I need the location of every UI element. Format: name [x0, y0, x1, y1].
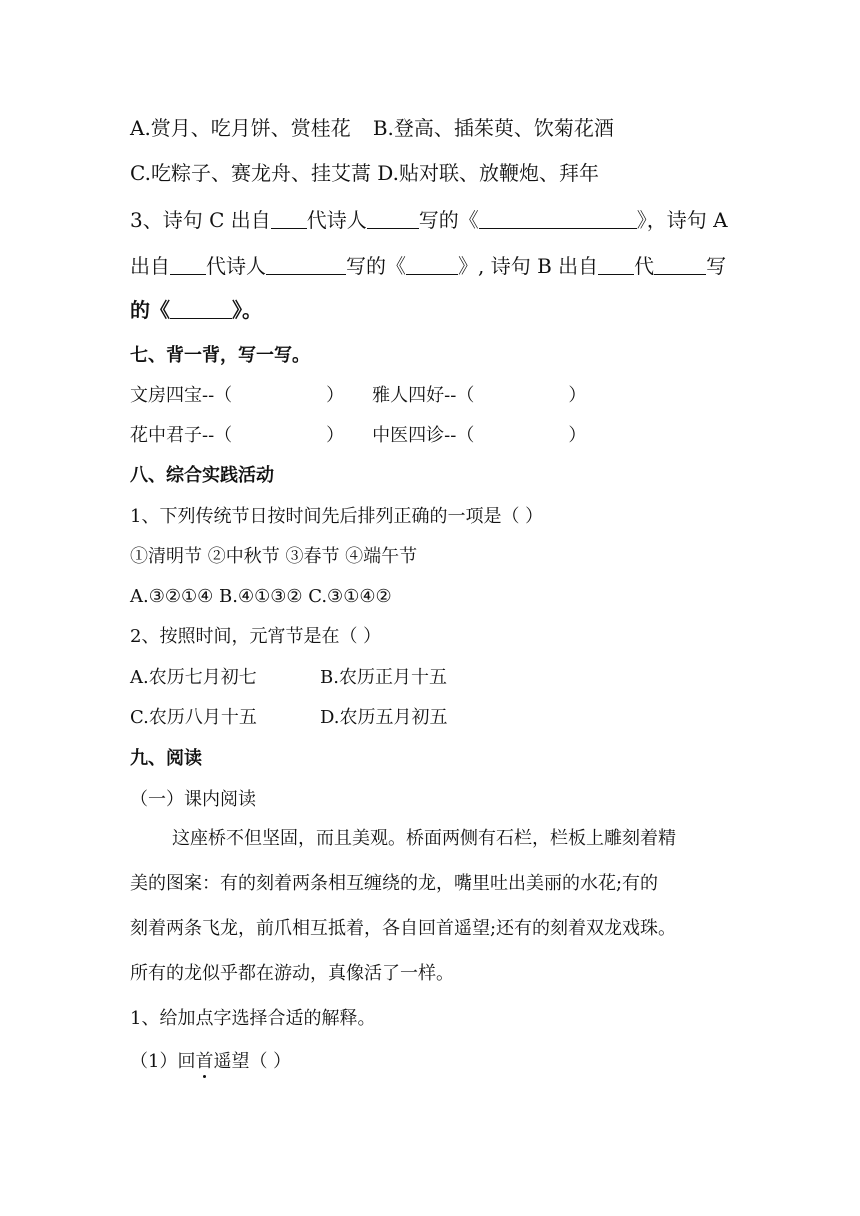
blank-dynasty-b[interactable]: [598, 255, 634, 275]
q3-text-2: 代诗人: [306, 208, 367, 232]
item-zhongyi: 中医四诊--（: [372, 425, 475, 446]
q3-text-6: 代诗人: [206, 254, 266, 278]
section-9-q1: 1、给加点字选择合适的解释。: [130, 1008, 376, 1029]
close-paren: ）: [568, 385, 587, 406]
blank-poet-a[interactable]: [266, 255, 346, 275]
option-a: A.赏月、吃月饼、赏桂花: [130, 116, 351, 140]
close-paren: ）: [326, 385, 345, 406]
section-8-q2-row-2: [130, 709, 448, 727]
q3-line-3: [130, 299, 262, 320]
options-line-2: [130, 163, 599, 183]
item-yaren: 雅人四好--（: [372, 385, 475, 406]
item-huazhong: 花中君子--（: [130, 425, 233, 446]
blank-dynasty-c[interactable]: [271, 209, 307, 229]
blank-title-a[interactable]: [406, 255, 458, 275]
reading-paragraph-line-2: 美的图案：有的刻着两条相互缠绕的龙，嘴里吐出美丽的水花;有的: [130, 873, 659, 894]
q3-line-1: [130, 209, 728, 230]
section-7-title: 七、背一背，写一写。: [130, 345, 310, 366]
q3-text-3: 写的《: [418, 208, 479, 232]
section-7-row-2: [130, 427, 586, 445]
reading-paragraph-line-4: 所有的龙似乎都在游动，真像活了一样。: [130, 963, 454, 984]
q3-text-11: 的《: [130, 298, 170, 322]
option-a: A.农历七月初七: [130, 667, 257, 688]
section-9-title: 九、阅读: [130, 748, 202, 769]
q3-text-7: 写的《: [346, 254, 406, 278]
section-8-title: 八、综合实践活动: [130, 465, 274, 486]
q3-text-10: 写: [706, 254, 727, 278]
option-d: D.农历五月初五: [320, 707, 448, 728]
close-paren: ）: [326, 425, 345, 446]
q3-text-8: 》, 诗句 B 出自: [458, 254, 599, 278]
option-c: C.农历八月十五: [130, 707, 257, 728]
option-c-d: C.吃粽子、赛龙舟、挂艾蒿 D.贴对联、放鞭炮、拜年: [130, 161, 599, 185]
blank-poet-b[interactable]: [654, 255, 706, 275]
blank-poet-c[interactable]: [367, 209, 419, 229]
section-8-q2: 2、按照时间，元宵节是在（ ）: [130, 626, 382, 647]
options-line-1: [130, 118, 614, 138]
section-9-q1-1: [130, 1053, 291, 1071]
q3-line-2: [130, 255, 726, 276]
q3-text-5: 出自: [130, 254, 170, 278]
q1-1-suffix: 遥望（ ）: [213, 1051, 292, 1072]
item-wenfang: 文房四宝--（: [130, 385, 233, 406]
blank-title-b[interactable]: [170, 299, 232, 319]
reading-paragraph-line-1: 这座桥不但坚固，而且美观。桥面两侧有石栏，栏板上雕刻着精: [172, 828, 676, 849]
section-9-subtitle: （一）课内阅读: [130, 789, 256, 810]
option-b: B.登高、插茱萸、饮菊花酒: [372, 116, 614, 140]
q3-text-4: 》，诗句 A: [636, 208, 728, 232]
q3-text-9: 代: [634, 254, 655, 278]
blank-dynasty-a[interactable]: [170, 255, 206, 275]
section-8-q1-items: ①清明节 ②中秋节 ③春节 ④端午节: [130, 546, 418, 567]
section-8-q1-options: A.③②①④ B.④①③② C.③①④②: [130, 586, 392, 607]
section-8-q2-row-1: [130, 669, 447, 687]
section-7-row-1: [130, 387, 586, 405]
q1-1-prefix: （1）回: [130, 1051, 196, 1072]
section-8-q1: 1、下列传统节日按时间先后排列正确的一项是（ ）: [130, 506, 544, 527]
reading-paragraph-line-3: 刻着两条飞龙，前爪相互抵着，各自回首遥望;还有的刻着双龙戏珠。: [130, 918, 677, 939]
option-b: B.农历正月十五: [320, 667, 447, 688]
q3-text-1: 3、诗句 C 出自: [130, 208, 271, 232]
q3-text-12: 》。: [232, 298, 262, 322]
blank-title-c[interactable]: [479, 209, 637, 229]
dotted-character: 首: [195, 1051, 214, 1072]
close-paren: ）: [568, 425, 587, 446]
